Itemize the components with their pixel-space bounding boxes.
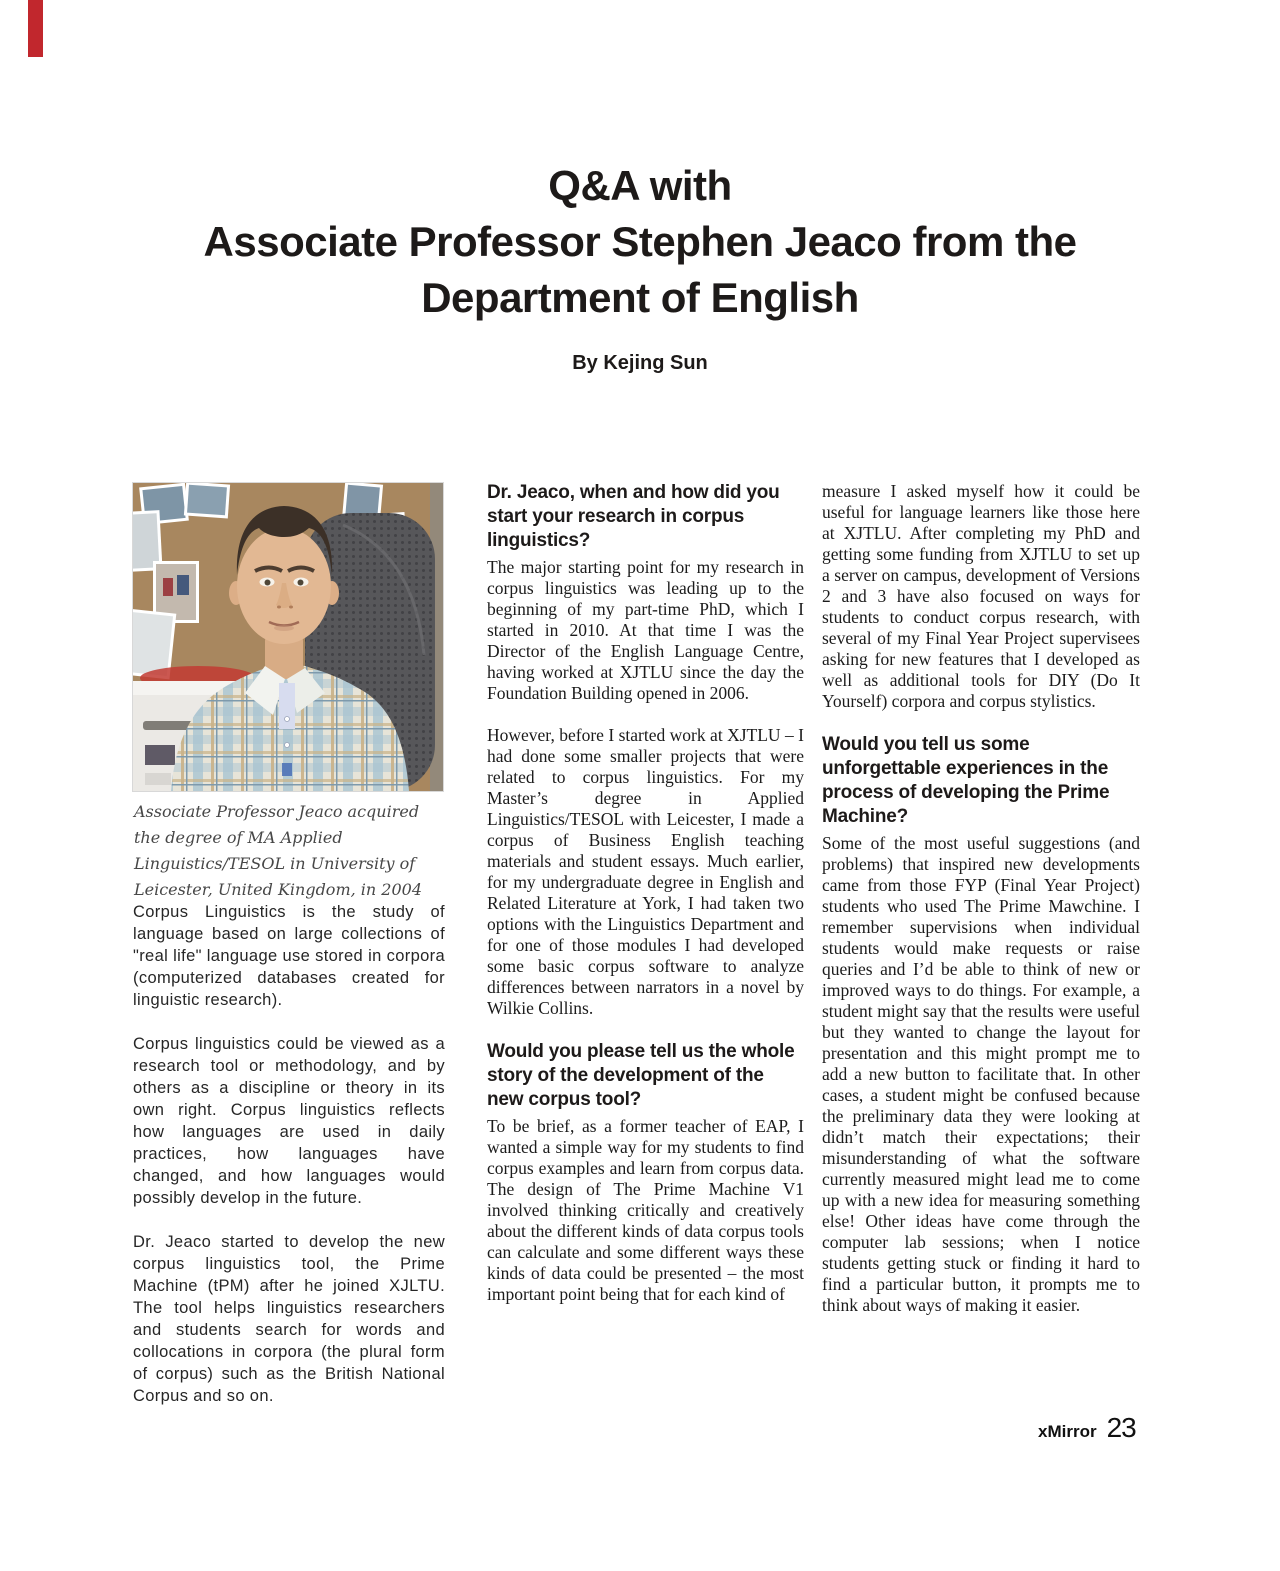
title-line-1: Q&A with (548, 162, 732, 209)
question-2-heading: Would you please tell us the whole story of the development of the new corpus tool? (487, 1041, 795, 1110)
intro-paragraph-1: Corpus Linguistics is the study of language based on large collections of "real life" language use stored in corpora (computerized databases created for linguistic research). (133, 903, 445, 1009)
title-line-2: Associate Professor Stephen Jeaco from the (203, 218, 1077, 265)
question-3-heading: Would you tell us some unforgettable experiences in the process of developing the Prime Machine? (822, 734, 1110, 827)
intro-column (133, 901, 445, 1429)
magazine-name: xMirror (1038, 1422, 1097, 1441)
middle-column (487, 481, 804, 1326)
intro-paragraph-3: Dr. Jeaco started to develop the new corpus linguistics tool, the Prime Machine (tPM) after he joined XJLTU. The tool helps linguistics researchers and students search for words and collocations in corpora (the plural form of corpus) such as the British National Corpus and so on. (133, 1233, 445, 1405)
title-line-3: Department of English (421, 274, 859, 321)
answer-1-paragraph-1: The major starting point for my research in corpus linguistics was leading up to the beginning of my part-time PhD, which I started in 2010. At that time I was the Director of the English Language Centre, having worked at XJTLU since the day the Foundation Building opened in 2006. (487, 557, 804, 703)
professor-photo (133, 483, 443, 791)
answer-2-paragraph: To be brief, as a former teacher of EAP, I wanted a simple way for my students to find corpus examples and learn from corpus data. The design of The Prime Machine V1 involved thinking critically and creatively about the different kinds of data corpus tools can calculate and some different ways these kinds of data could be presented – the most important point being that for each kind of (487, 1116, 804, 1304)
answer-3-paragraph: Some of the most useful suggestions (and problems) that inspired new developments came from those FYP (Final Year Project) students who used The Prime Mawchine. I remember supervisions when individual students would make requests or raise queries and I’d be able to think of new or improved ways to do things. For example, a student might say that the results were useful but they wanted to change the layout for presentation and this might prompt me to add a new button to facilitate that. In other cases, a student might be confused because the preliminary data they were looking at didn’t match their expectations; their misunderstanding of what the software currently measured might lead me to come up with a new idea for measuring something else! Other ideas have come through the computer lab sessions; when I notice students getting stuck or finding it hard to find a particular button, it prompts me to think about ways of making it easier. (822, 833, 1140, 1315)
answer-2-continued: measure I asked myself how it could be useful for language learners like those here at XJTLU. After completing my PhD and getting some funding from XJTLU to set up a server on campus, development of Versions 2 and 3 have also focused on ways for students to conduct corpus research, with several of my Final Year Project supervisees asking for new features that I developed as well as additional tools for DIY (Do It Yourself) corpora and corpus stylistics. (822, 481, 1140, 711)
photo-caption: Associate Professor Jeaco acquired the degree of MA Applied Linguistics/TESOL in University of Leicester, United Kingdom, in 2004 (134, 802, 423, 899)
article-title (0, 158, 1280, 326)
question-1-heading: Dr. Jeaco, when and how did you start your research in corpus linguistics? (487, 482, 780, 551)
byline: By Kejing Sun (572, 352, 708, 374)
page-corner-red-tab (28, 0, 43, 57)
page-number: 23 (1106, 1412, 1136, 1443)
page-footer (1038, 1412, 1136, 1444)
right-column (822, 481, 1140, 1337)
professor-photo-illustration (133, 483, 443, 791)
intro-paragraph-2: Corpus linguistics could be viewed as a research tool or methodology, and by others as a discipline or theory in its own right. Corpus linguistics reflects how languages are used in daily practices, how languages have changed, and how languages would possibly develop in the future. (133, 1035, 445, 1207)
answer-1-paragraph-2: However, before I started work at XJTLU – I had done some smaller projects that were related to corpus linguistics. For my Master’s degree in Applied Linguistics/TESOL with Leicester, I made a corpus of Business English teaching materials and student essays. Much earlier, for my undergraduate degree in English and Related Literature at York, I had taken two options with the Linguistics Department and for one of those modules I had developed some basic corpus software to analyze differences between narrators in a novel by Wilkie Collins. (487, 725, 804, 1018)
